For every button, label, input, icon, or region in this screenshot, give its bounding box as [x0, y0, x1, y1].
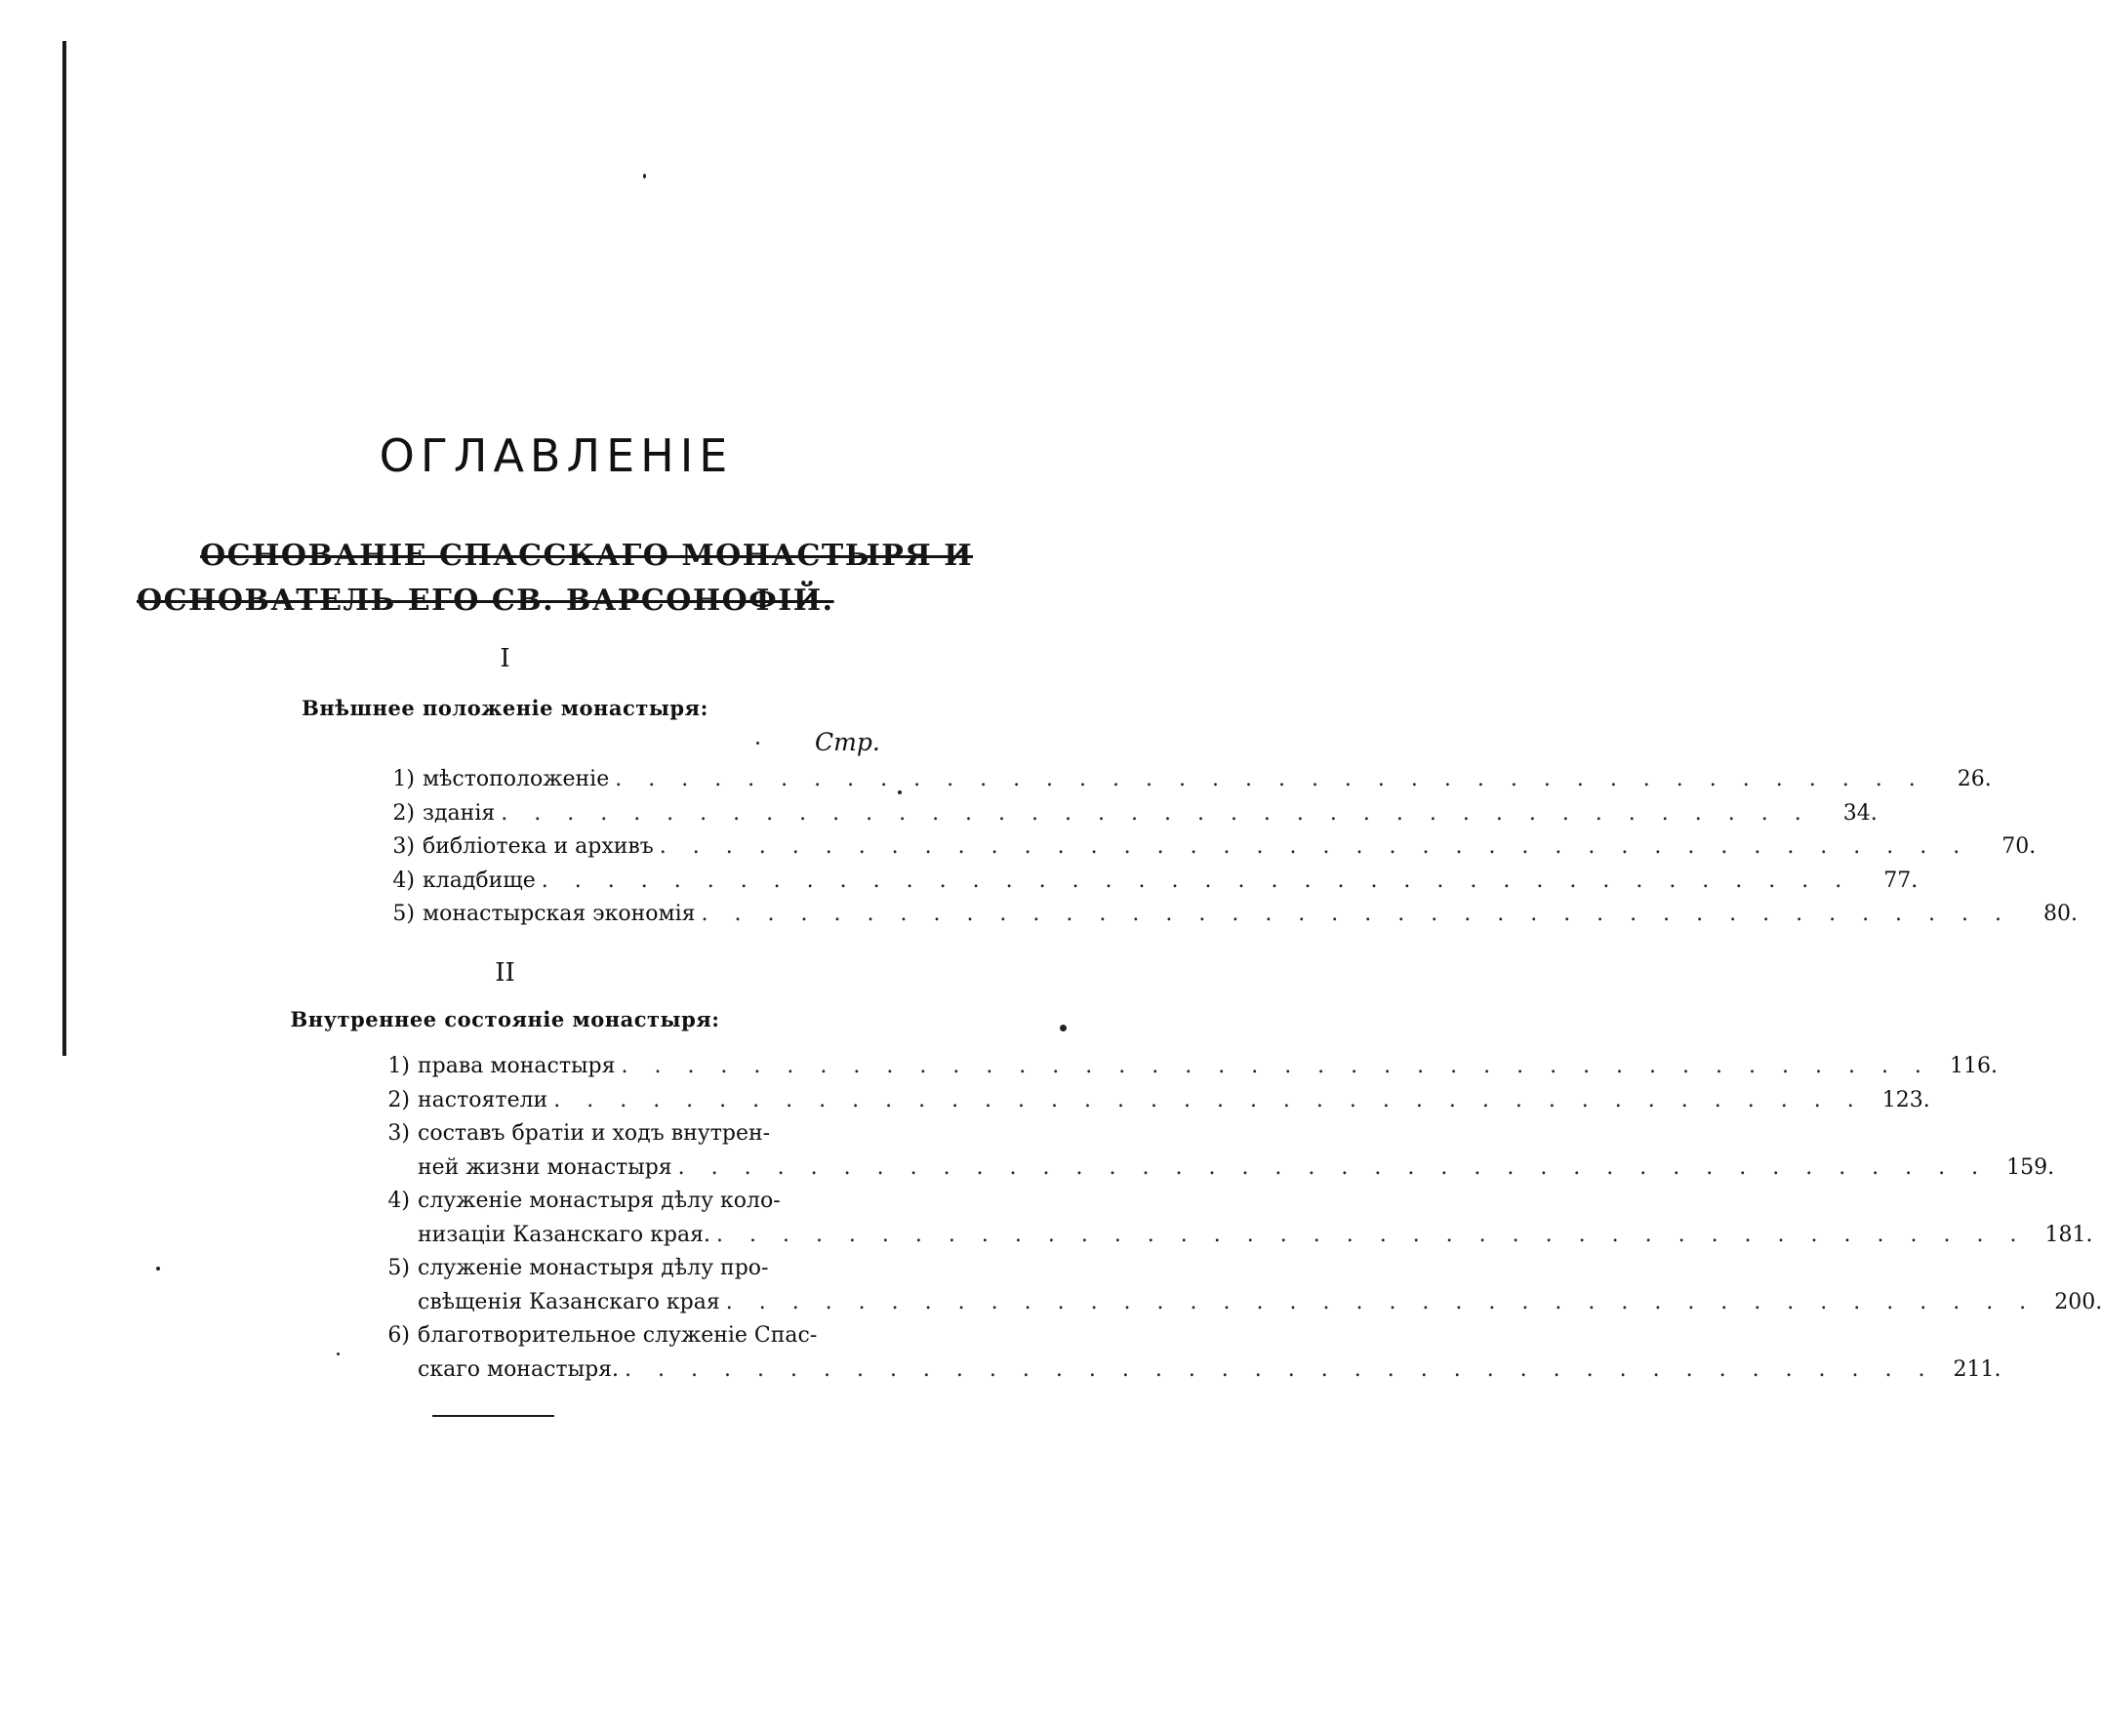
toc-entry — [371, 763, 1992, 797]
entry-number: 4) — [387, 1189, 410, 1213]
entry-page: 70. — [2001, 834, 2037, 859]
entry-title: служеніе монастыря дѣлу коло- — [418, 1189, 781, 1213]
dot-leader — [654, 830, 1969, 865]
entry-title: библіотека и архивъ — [423, 834, 654, 859]
dot-leader — [495, 797, 1810, 831]
entry-title: благотворительное служеніе Спас- — [418, 1323, 818, 1348]
section-2-entries — [366, 1050, 2102, 1387]
toc-entry — [366, 1252, 2102, 1319]
entry-title-continued: скаго монастыря. — [418, 1356, 620, 1382]
entry-title: права монастыря — [418, 1054, 616, 1078]
scan-speck — [156, 1267, 160, 1271]
entry-title-continued: низаціи Казанскаго края. — [418, 1222, 710, 1247]
entry-page: 116. — [1949, 1054, 1998, 1078]
entry-title: составъ братіи и ходъ внутрен- — [418, 1121, 771, 1146]
entry-page: 200. — [2054, 1289, 2102, 1314]
pages-column-label: Стр. — [815, 728, 880, 756]
section-1-numeral: I — [500, 644, 510, 673]
dot-leader — [710, 1219, 2026, 1253]
section-2-heading: Внутреннее состояніе монастыря: — [290, 1007, 720, 1031]
entry-page: 34. — [1842, 800, 1878, 826]
entry-number: 2) — [387, 1087, 410, 1112]
toc-entry — [366, 1185, 2093, 1252]
toc-entry — [371, 865, 1919, 899]
entry-page: 211. — [1953, 1356, 2001, 1382]
intro-heading-line-2: ОСНОВАТЕЛЬ ЕГО СВ. ВАРСОНОФІЙ. — [137, 584, 834, 618]
scan-speck — [337, 1352, 340, 1355]
entry-title: кладбище — [423, 868, 536, 893]
section-1-entries — [371, 763, 2079, 932]
section-2-numeral: II — [495, 958, 515, 988]
intro-heading-line-1: ОСНОВАНІЕ СПАССКАГО МОНАСТЫРЯ И — [200, 539, 974, 573]
toc-entry — [366, 1050, 1998, 1084]
toc-entry — [371, 898, 2079, 932]
dot-leader — [696, 898, 2011, 932]
toc-entry — [371, 830, 2037, 865]
entry-title-continued: свѣщенія Казанскаго края — [418, 1289, 720, 1314]
entry-page: 123. — [1881, 1087, 1930, 1112]
entry-page: 26. — [1957, 767, 1992, 791]
entry-title: настоятели — [418, 1087, 548, 1112]
dot-leader — [672, 1151, 1988, 1186]
section-1-heading: Внѣшнее положеніе монастыря: — [302, 696, 708, 720]
entry-number: 3) — [387, 1121, 410, 1146]
entry-title-continued: ней жизни монастыря — [418, 1154, 672, 1180]
scan-speck — [643, 174, 646, 179]
entry-page: 80. — [2043, 902, 2079, 926]
entry-page: 77. — [1883, 868, 1919, 893]
entry-title: монастырская экономія — [423, 902, 696, 926]
end-rule — [432, 1415, 554, 1417]
entry-page: 159. — [2006, 1154, 2055, 1180]
entry-number: 6) — [387, 1323, 410, 1348]
page-title: ОГЛАВЛЕНІЕ — [379, 429, 734, 482]
dot-leader — [536, 865, 1851, 899]
entry-number: 5) — [392, 902, 415, 926]
entry-page: 181. — [2044, 1222, 2093, 1247]
dot-leader — [547, 1084, 1863, 1118]
scan-speck — [1060, 1025, 1067, 1031]
dot-leader — [615, 1050, 1930, 1084]
scan-speck — [756, 742, 759, 745]
entry-number: 1) — [392, 767, 415, 791]
dot-leader — [609, 763, 1924, 797]
entry-title: мѣстоположеніе — [423, 767, 610, 791]
entry-number: 5) — [387, 1256, 410, 1280]
toc-entry — [371, 797, 1878, 831]
entry-number: 4) — [392, 868, 415, 893]
dot-leader — [619, 1353, 1934, 1388]
entry-number: 2) — [392, 800, 415, 826]
entry-number: 3) — [392, 834, 415, 859]
toc-entry — [366, 1117, 2055, 1185]
entry-number: 1) — [387, 1054, 410, 1078]
toc-entry — [366, 1084, 1930, 1118]
toc-entry — [366, 1319, 2001, 1387]
entry-title: зданія — [423, 800, 496, 826]
entry-title: служеніе монастыря дѣлу про- — [418, 1256, 769, 1280]
scan-binding-edge — [62, 41, 66, 1056]
dot-leader — [720, 1286, 2036, 1320]
